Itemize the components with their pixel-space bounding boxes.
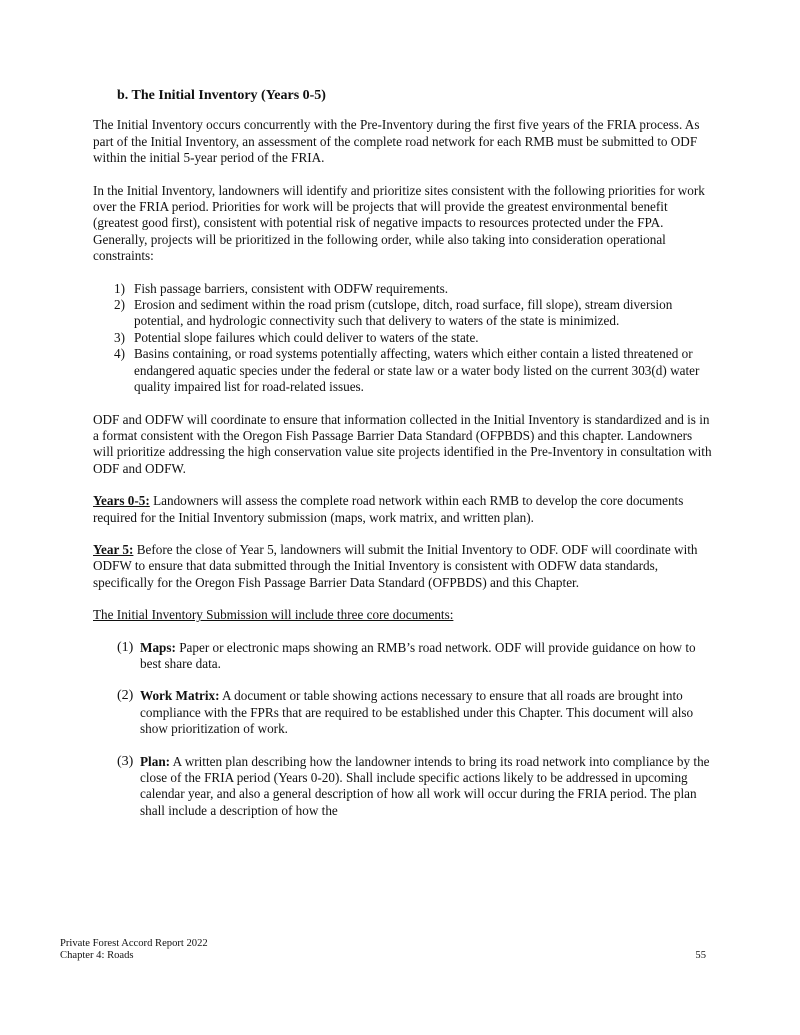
priority-text: Erosion and sediment within the road prism (cutslope, ditch, road surface, fill slope), stream diversion potential, and hydrologic connectivity such that delivery to waters of the state is minimized. [134, 297, 673, 329]
core-document-title: Work Matrix: [140, 688, 220, 704]
core-document-number: (2) [117, 688, 134, 704]
years-0-5-paragraph [93, 493, 715, 526]
page-number: 55 [695, 950, 706, 961]
priorities-intro-paragraph: In the Initial Inventory, landowners will identify and prioritize sites consistent with the following priorities for work over the FRIA period. Priorities for work will be projects that will provide the greatest environmental benefit (greatest good first), consistent with potential risk of negative impacts to resources protected under the FPA. Generally, projects will be prioritized in the following order, while also taking into consideration operational constraints: [93, 182, 705, 264]
submission-intro: The Initial Inventory Submission will include three core documents: [93, 607, 454, 623]
core-document-number: (1) [117, 639, 134, 655]
priority-text: Potential slope failures which could deliver to waters of the state. [134, 329, 479, 345]
priority-number: 4) [114, 346, 125, 362]
years-0-5-text: Landowners will assess the complete road network within each RMB to develop the core documents required for the Initial Inventory submission (maps, work matrix, and written plan). [93, 493, 684, 525]
priority-number: 1) [114, 280, 125, 296]
intro-paragraph: The Initial Inventory occurs concurrently with the Pre-Inventory during the first five years of the FRIA process. As part of the Initial Inventory, an assessment of the complete road network for each RMB must be submitted to ODF within the initial 5-year period of the FRIA. [93, 117, 700, 166]
priority-item [93, 281, 715, 297]
footer-report-title: Private Forest Accord Report 2022 [60, 938, 208, 949]
main-content [93, 88, 715, 835]
core-document-number: (3) [117, 753, 134, 769]
priority-item [93, 330, 715, 346]
core-documents-list [93, 640, 715, 820]
coordination-paragraph: ODF and ODFW will coordinate to ensure that information collected in the Initial Inventory is standardized and is in a format consistent with the Oregon Fish Passage Barrier Data Standard (OFPBDS) and this chapter. Landowners will prioritize addressing the high conservation value site projects identified in the Pre-Inventory in consultation with ODF and ODFW. [93, 411, 712, 476]
core-document-title: Plan: [140, 753, 171, 769]
section-heading: b. The Initial Inventory (Years 0-5) [117, 88, 326, 103]
core-document-item [93, 688, 715, 737]
priority-number: 2) [114, 297, 125, 313]
years-0-5-label: Years 0-5: [93, 493, 150, 509]
priority-text: Fish passage barriers, consistent with ODFW requirements. [134, 280, 449, 296]
footer-chapter: Chapter 4: Roads [60, 950, 134, 962]
priority-number: 3) [114, 329, 125, 345]
priority-item [93, 297, 715, 330]
core-document-text: A written plan describing how the landowner intends to bring its road network into compliance by the close of the FRIA period (Years 0-20). Shall include specific actions likely to be addressed in upcoming calendar year, and also a general description of how all work will occur during the FRIA period. The plan shall include a description of how the [140, 753, 710, 818]
priority-list [93, 281, 715, 396]
core-document-text: Paper or electronic maps showing an RMB’s road network. ODF will provide guidance on how to best share data. [140, 639, 696, 671]
year-5-text: Before the close of Year 5, landowners will submit the Initial Inventory to ODF. ODF will coordinate with ODFW to ensure that data submitted through the Initial Inventory is consistent with ODFW data standards, specifically for the Oregon Fish Passage Barrier Data Standard (OFPBDS) and this Chapter. [93, 541, 698, 590]
page-footer [60, 938, 706, 963]
priority-text: Basins containing, or road systems potentially affecting, waters which either contain a listed threatened or endangered aquatic species under the federal or state law or a water body listed on the current 303(d) water quality impaired list for road-related issues. [134, 346, 700, 395]
year-5-paragraph [93, 542, 715, 591]
priority-item [93, 346, 715, 395]
core-document-item [93, 640, 715, 673]
core-document-item [93, 754, 715, 820]
core-document-title: Maps: [140, 639, 176, 655]
year-5-label: Year 5: [93, 541, 134, 557]
core-document-text: A document or table showing actions necessary to ensure that all roads are brought into compliance with the FPRs that are required to be established under this Chapter. This document will also show prioritization of work. [140, 688, 694, 737]
